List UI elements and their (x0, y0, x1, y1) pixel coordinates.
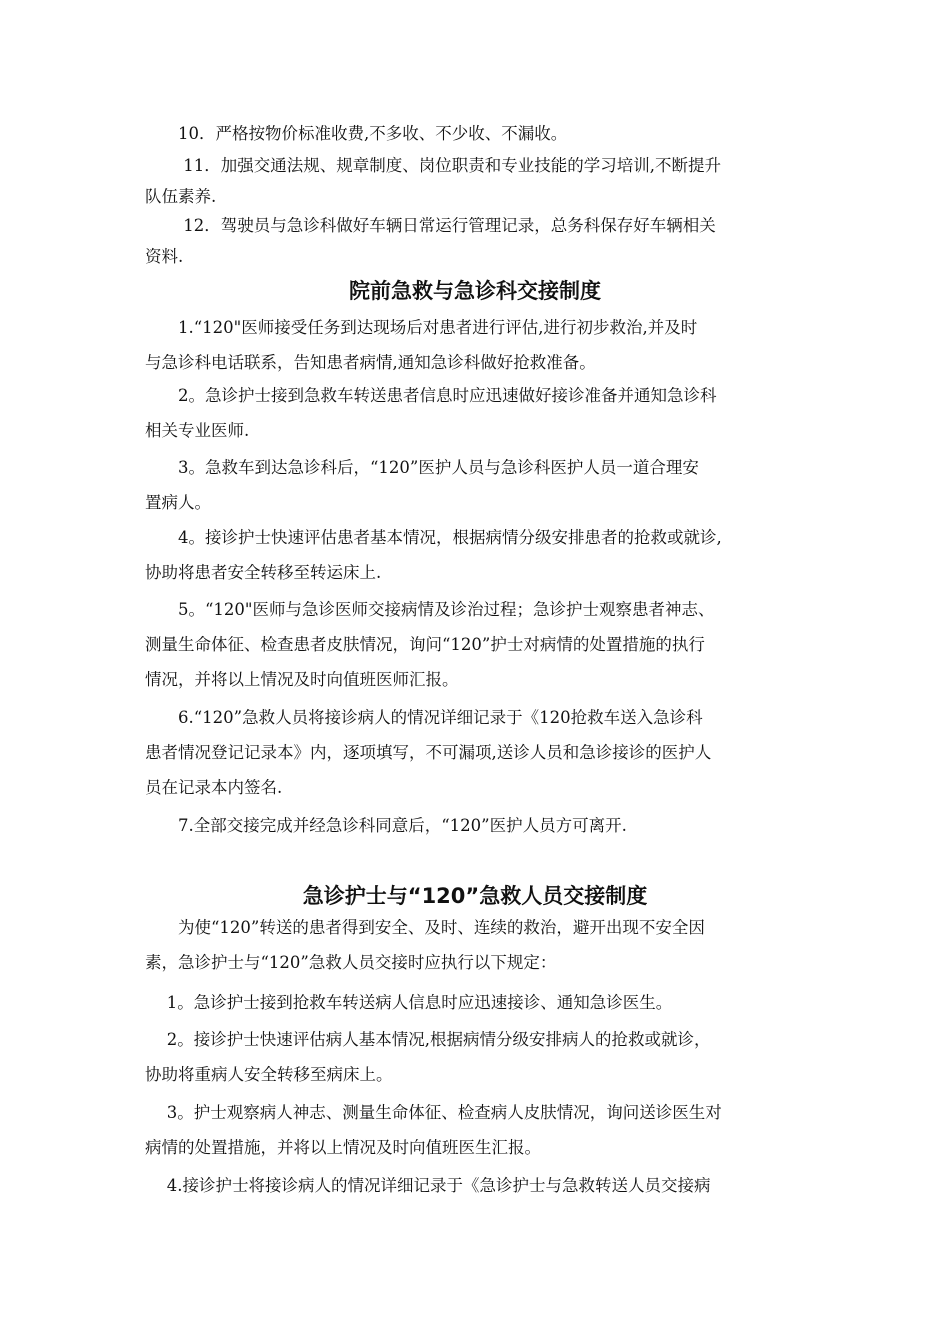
section-title-nurse-120-handover: 急诊护士与“120”急救人员交接制度 (302, 884, 648, 908)
section1-item-7 (145, 808, 815, 843)
text-line: 素，急诊护士与“120”急救人员交接时应执行以下规定： (145, 953, 557, 972)
text-line: 7.全部交接完成并经急诊科同意后，“120”医护人员方可离开. (145, 816, 627, 835)
text-line: 2。急诊护士接到急救车转送患者信息时应迅速做好接诊准备并通知急诊科 (145, 386, 717, 405)
text-line: 协助将患者安全转移至转运床上. (145, 563, 382, 582)
text-line: 1。急诊护士接到抢救车转送病人信息时应迅速接诊、通知急诊医生。 (145, 993, 673, 1012)
list-item-12 (145, 210, 815, 272)
section2-item-2 (145, 1022, 815, 1092)
text-line: 病情的处置措施，并将以上情况及时向值班医生汇报。 (145, 1138, 541, 1157)
text-line: 置病人。 (145, 493, 211, 512)
text-line: 12．驾驶员与急诊科做好车辆日常运行管理记录，总务科保存好车辆相关 (145, 216, 716, 235)
text-line: 情况，并将以上情况及时向值班医师汇报。 (145, 670, 459, 689)
text-line: 1.“120"医师接受任务到达现场后对患者进行评估,进行初步救治,并及时 (145, 318, 698, 337)
text-line: 10．严格按物价标准收费,不多收、不少收、不漏收。 (145, 124, 568, 143)
text-line: 测量生命体征、检查患者皮肤情况，询问“120”护士对病情的处置措施的执行 (145, 635, 705, 654)
section1-item-6 (145, 700, 815, 805)
text-line: 6.“120”急救人员将接诊病人的情况详细记录于《120抢救车送入急诊科 (145, 708, 703, 727)
section1-item-1 (145, 310, 815, 380)
section2-intro (145, 910, 815, 980)
text-line: 队伍素养. (145, 187, 217, 206)
section1-item-5 (145, 592, 815, 697)
section-title-prehospital-handover: 院前急救与急诊科交接制度 (349, 279, 601, 303)
text-line: 为使“120”转送的患者得到安全、及时、连续的救治，避开出现不安全因 (145, 918, 705, 937)
section2-item-4 (145, 1168, 815, 1203)
text-line: 相关专业医师. (145, 421, 250, 440)
section2-item-3 (145, 1095, 815, 1165)
list-item-10 (145, 118, 815, 149)
text-line: 3。急救车到达急诊科后，“120”医护人员与急诊科医护人员一道合理安 (145, 458, 699, 477)
section1-item-4 (145, 520, 815, 590)
text-line: 2。接诊护士快速评估病人基本情况,根据病情分级安排病人的抢救或就诊， (145, 1030, 711, 1049)
text-line: 11．加强交通法规、规章制度、岗位职责和专业技能的学习培训,不断提升 (145, 156, 721, 175)
text-line: 与急诊科电话联系，告知患者病情,通知急诊科做好抢救准备。 (145, 353, 596, 372)
text-line: 员在记录本内签名. (145, 778, 283, 797)
text-line: 4.接诊护士将接诊病人的情况详细记录于《急诊护士与急救转送人员交接病 (145, 1176, 711, 1195)
text-line: 3。护士观察病人神志、测量生命体征、检查病人皮肤情况，询问送诊医生对 (145, 1103, 722, 1122)
text-line: 5。“120"医师与急诊医师交接病情及诊治过程；急诊护士观察患者神志、 (145, 600, 715, 619)
section2-item-1 (145, 985, 815, 1020)
text-line: 资料. (145, 247, 184, 266)
text-line: 4。接诊护士快速评估患者基本情况，根据病情分级安排患者的抢救或就诊, (145, 528, 722, 547)
section1-item-2 (145, 378, 815, 448)
text-line: 患者情况登记记录本》内，逐项填写，不可漏项,送诊人员和急诊接诊的医护人 (145, 743, 712, 762)
section1-item-3 (145, 450, 815, 520)
text-line: 协助将重病人安全转移至病床上。 (145, 1065, 393, 1084)
list-item-11 (145, 150, 815, 212)
